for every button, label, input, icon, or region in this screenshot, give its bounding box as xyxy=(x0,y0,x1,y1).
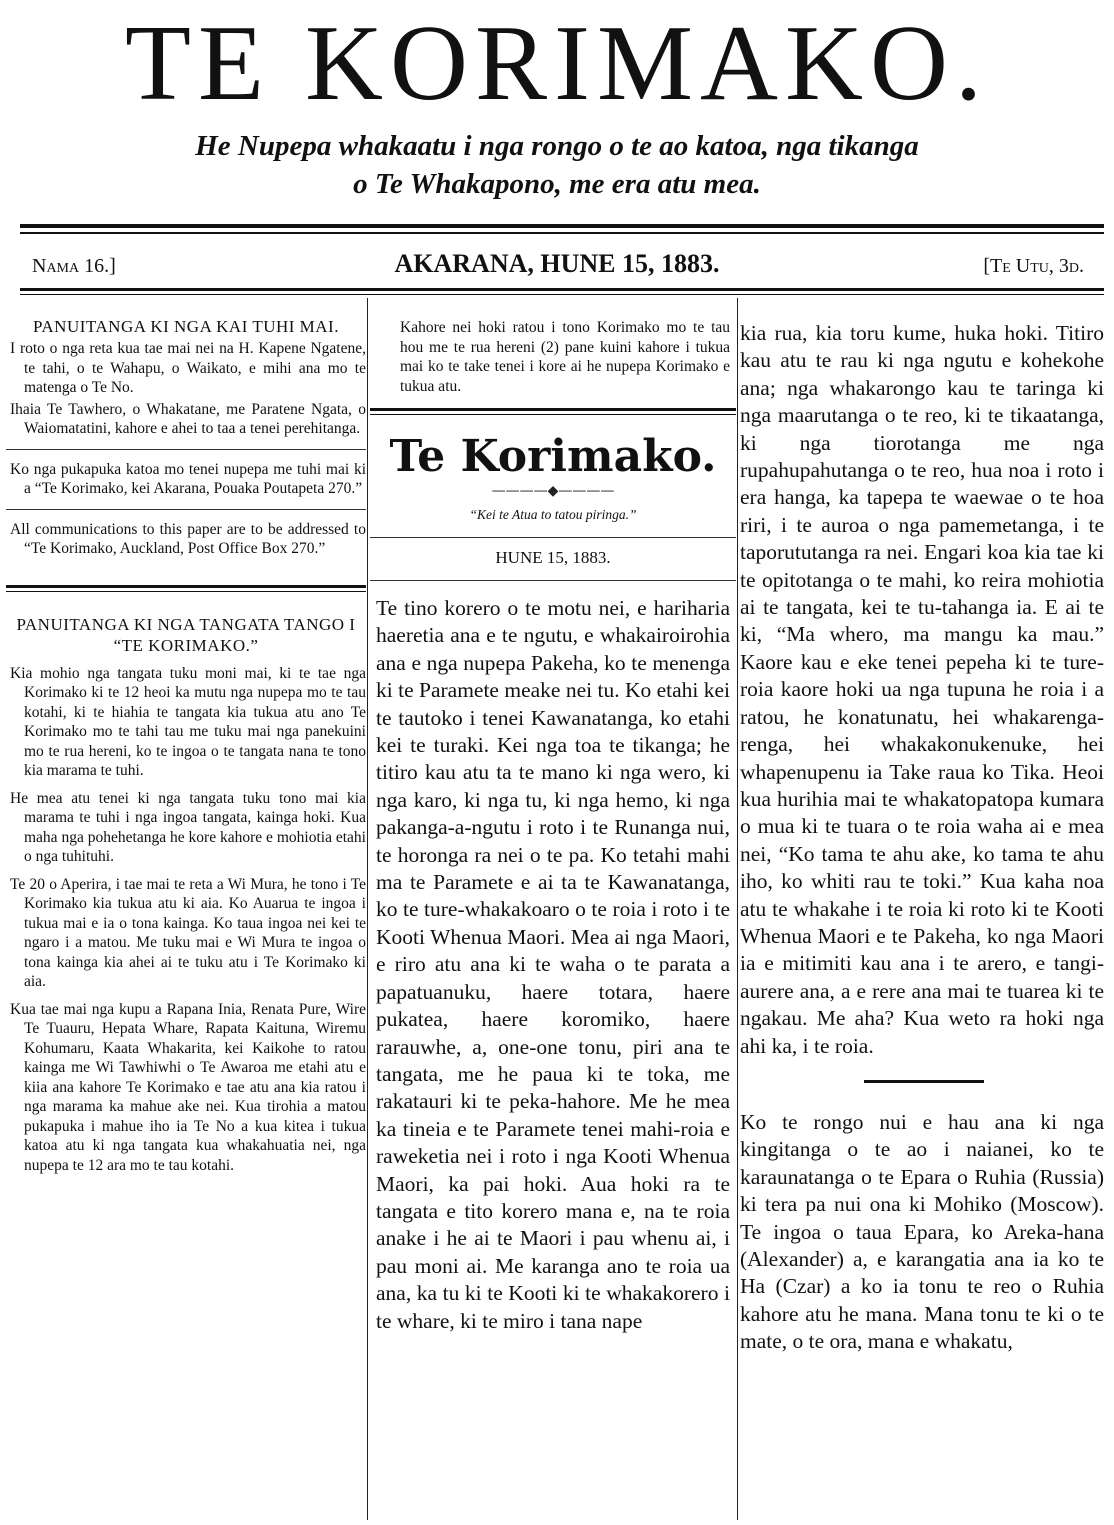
price: [Te Utu, 3d. xyxy=(983,255,1084,277)
column-divider-2 xyxy=(737,298,738,1520)
column-3 xyxy=(740,300,1108,1356)
editorial-date: HUNE 15, 1883. xyxy=(495,548,611,567)
notice1-paragraph4: All communications to this paper are to be addressed to “Te Korimako, Auckland, Post Office Box 270.” xyxy=(10,520,366,557)
dateline-rule-thin xyxy=(20,294,1104,295)
notice1-divider xyxy=(6,449,366,450)
date-rule-bottom xyxy=(370,580,736,581)
column-1 xyxy=(6,300,366,1175)
date-rule-top xyxy=(370,537,736,538)
motto: “Kei te Atua to tatou piringa.” xyxy=(469,507,637,522)
notice2-paragraph1: Kia mohio nga tangata tuku moni mai, ki te tae nga Korimako ki te 12 heoi ka mutu nga nupepa mo te tau kotahi, ki te hiahia te tangata kia tukua atu ano Te Korimako mo te tahi tau me tuku mai nga panekuini mo te rua hereni, ko te ingoa o te tangata nana te tono kia marama te tuhi. xyxy=(10,664,366,779)
column2-rule-thin xyxy=(370,414,736,415)
column2-top-text: Kahore nei hoki ratou i tono Korimako mo te tau hou me te rua hereni (2) pane kuini kahore i tukua mai ko te take tenei i kore ai he nupepa Korimako e tukua atu. xyxy=(400,319,730,395)
column3-center-rule xyxy=(864,1080,984,1083)
section-rule-thin xyxy=(6,591,366,592)
notice2-paragraph3: Te 20 o Aperira, i tae mai te reta a Wi Mura, he tono i Te Korimako kia tukua atu ki aia. Ko Auarua te ingoa i tukua mai e ia o tona kainga. Ko taua ingoa nei kei te ngaro i a matou. Me tuku mai e Wi Mura te ingoa o tona kainga kia ahei ai te tuku atu i Te Korimako ki aia. xyxy=(10,875,366,990)
dateline xyxy=(32,249,1084,283)
notice1-paragraph3: Ko nga pukapuka katoa mo tenei nupepa me tuhi mai ki a “Te Korimako, kei Akarana, Pouaka Poutapeta 270.” xyxy=(10,460,366,497)
dateline-rule-thick xyxy=(20,288,1104,291)
masthead-subtitle-line1: He Nupepa whakaatu i nga rongo o te ao katoa, nga tikanga xyxy=(195,130,919,162)
notice1-paragraph1: I roto o nga reta kua tae mai nei na H. Kapene Ngatene, te tahi, o te Wahapu, o Waikato, e mihi ana mo te matenga o Te No. xyxy=(10,340,366,396)
column3-paragraph2: Ko te rongo nui e hau ana ki nga kingitanga o te ao i naianei, ko te karaunatanga o te Epara o Ruhia (Russia) ki tera pa nui ona ki Mohiko (Moscow). Te ingoa o taua Epara, ko Areka-hana (Alexander) a, e karangatia ana ia ko te Ha (Czar) a ko ia tonu te reo o Ruhia kahore atu he mana. Mana tonu te ki o te mate, o te ora, mana e whakatu, xyxy=(740,1109,1104,1354)
column-divider-1 xyxy=(367,298,368,1520)
notice1-paragraph2: Ihaia Te Tawhero, o Whakatane, me Paratene Ngata, o Waiomatatini, kahore e ahei to taa a tenei perehitanga. xyxy=(10,400,366,437)
masthead-rule-thick xyxy=(20,224,1104,228)
notice2-paragraph2: He mea atu tenei ki nga tangata tuku tono mai kia marama te tuhi i nga ingoa tangata, kainga hoki. Kua maha nga pohehetanga he kore kahore e mohiotia etahi o nga tuhituhi. xyxy=(10,789,366,865)
masthead-subtitle-line2: o Te Whakapono, me era atu mea. xyxy=(353,168,761,200)
notice2-heading: PANUITANGA KI NGA TANGATA TANGO I “TE KORIMAKO.” xyxy=(16,614,356,655)
ornament-rule: ————◆———— xyxy=(491,483,615,499)
nameplate: Te Korimako. xyxy=(389,431,717,482)
column2-rule-thick xyxy=(370,408,736,411)
notice2-paragraph4: Kua tae mai nga kupu a Rapana Inia, Renata Pure, Wire Te Tuauru, Hepata Whare, Rapata Kaituna, Wiremu Kohumaru, Kaata Whakarita, kei Kaikohe to ratou kainga me Wi Tawhiwhi o Te Awaroa me etahi atu e kiia ana kahore Te Korimako e tae atu ana kia ratou i nga marama ka mahue ake nei. Kua tirohia a matou pukapuka i mahue iho ia Te No a kua kitea i tukua katoa atu ki nga tangata kua whakahuatia nei, nga nupepa te 12 ara mo te tau kotahi. xyxy=(10,1000,366,1174)
notice1-heading: PANUITANGA KI NGA KAI TUHI MAI. xyxy=(33,317,339,336)
masthead-rule-thin xyxy=(20,232,1104,234)
issue-number: Nama 16.] xyxy=(32,255,116,277)
editorial-text: Te tino korero o te motu nei, e hariharia haeretia ana e te ngutu, e whakairoirohia ana e nga nupepa Pakeha, ko te menenga ki te Paramete meake nei tu. Ko etahi kei te tautoko i tenei Kawanatanga, ko etahi kei te turaki. Kei nga toa te tikanga; he titiro kau atu ta te mano ki nga wero, ki nga karo, ki nga tu, ki nga hemo, ki nga pakanga-a-ngutu i roto i te Runanga nui, te horonga ra nei o te pa. Ko tetahi mahi ma te Paramete e ai ta te Kawanatanga, ko te ture-whakakoaro o te roia i roto i te Kooti Whenua Maori. Mea ai nga Maori, e riro atu ana ki te waha o te parata a papatuanuku, haere totara, haere pukatea, haere koromiko, haere rarauwhe, a, one-one tonu, piri ana te tangata, me he paua ki te toka, me rakatauri ki te peka-hahore. Me he mea ka tineia e te Paramete tenei mahi-roia e raweketia nei i roto i nga Kooti Whenua Maori, ka pai hoki. Aua hoki ra te tangata e tito korero mana e, na te roia anake i he ai te Maori i pau whenu ai, i pau moni ai. Me karanga ano te roia ua ana, ka tu ki te Kooti ki te whakakorero i te whare, ki te miro i tana nape xyxy=(376,596,731,1333)
column3-paragraph1: kia rua, kia toru kume, huka hoki. Titiro kau atu te rau ki nga ngutu e kohekohe ana; nga whakarongo kau te taringa ki nga maarutanga o te reo, ki te tikaatanga, ki nga tiorotanga me nga rupahupahutanga o te reo, hua noa i roto i era hanga, ka tapepa te waewae o te hoa riri, i te auroa o nga pamemetanga, i te taporututanga ra nei. Engari koa kia tae ki te opitotanga o te mahi, ko reira mohiotia ai te tangata, kei te tu-tahanga ia. E ai te ki, “Ma whero, ma mangu ka mau.” Kaore kau e eke tenei pepeha ki te ture-roia kaore hoki ua nga tupuna he roia i a ratou, he konatunatu, hei whakarenga-renga, hei whakakonukenuke, hei whapenupenu ia Take raua ko Tika. Heoi kua hurihia mai te whakatopatopa kumara o mua ki te tuara o te roia waha ai e mea nei, “Ko tama te ahu ake, ko tama te ahu iho, ko whiti rau te toki.” Kua kaha noa atu te whakahe i te roia ki roto ki te Kooti Whenua Maori e te Pakeha, ko nga Maori ia e mitimiti kau ana i te arero, e tangi-aurere ana, a e rere ana mai te tuarea ki te ngakau. Me aha? Kua weto ra hoki nga ahi ka, i te roia. xyxy=(740,321,1104,1058)
place-date: AKARANA, HUNE 15, 1883. xyxy=(394,249,720,278)
column-2 xyxy=(370,300,736,1335)
section-rule-thick xyxy=(6,585,366,588)
notice1-divider-2 xyxy=(6,509,366,510)
masthead-title: TE KORIMAKO. xyxy=(125,4,989,123)
